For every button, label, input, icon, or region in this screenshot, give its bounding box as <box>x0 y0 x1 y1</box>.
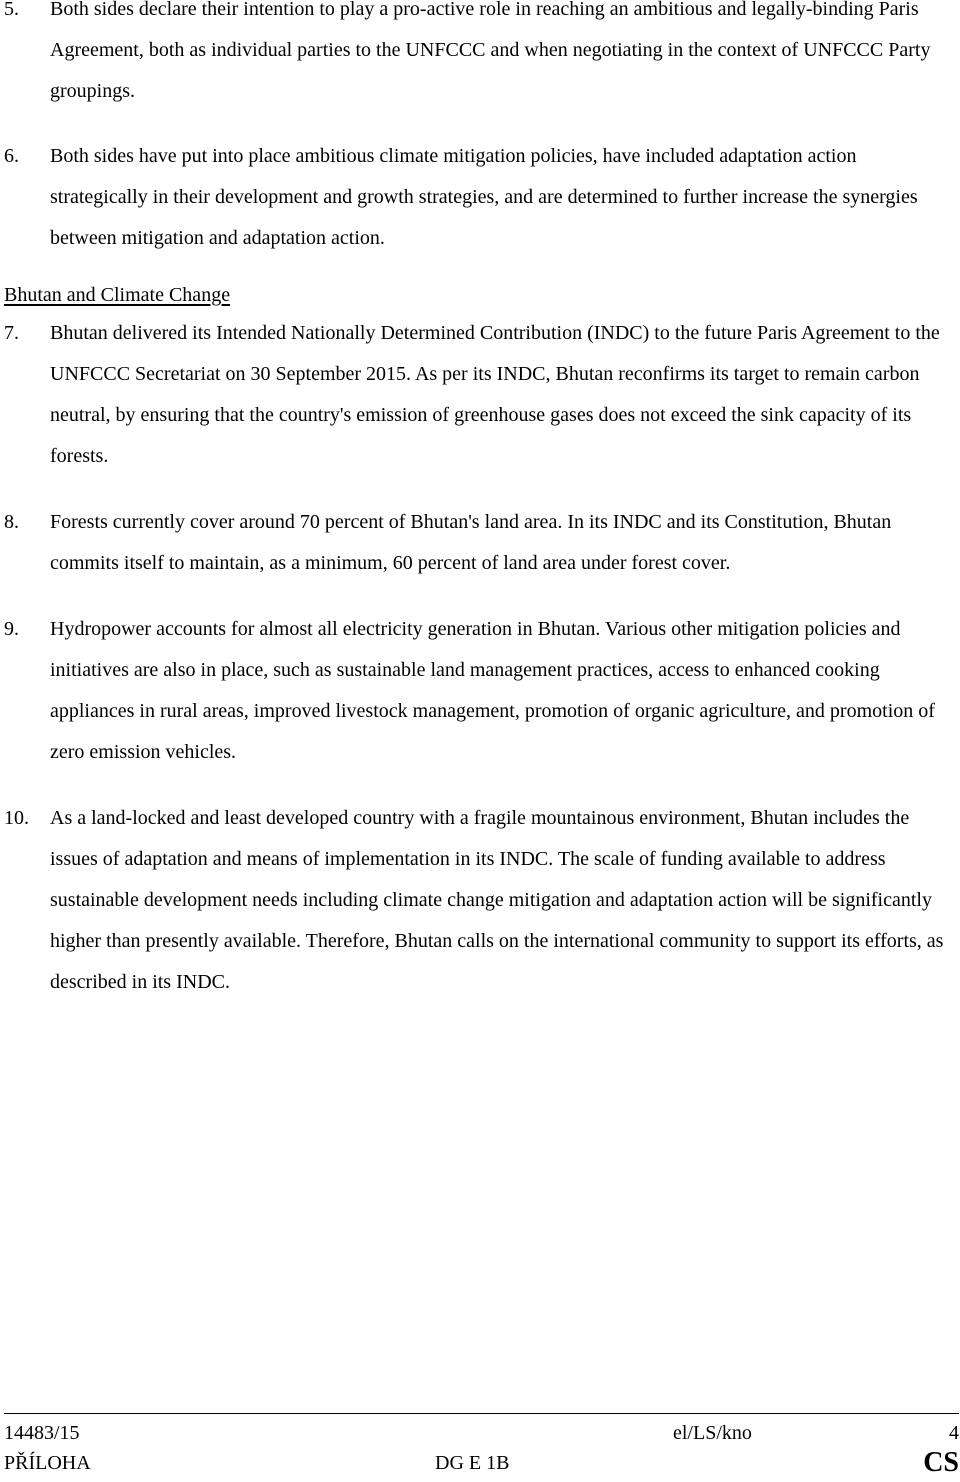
paragraph-8 <box>0 502 960 584</box>
paragraph-text: As a land-locked and least developed country with a fragile mountainous environment, Bhutan includes the issues of adaptation and means of implementation in its INDC. The scale of funding available to address sustainable development needs including climate change mitigation and adaptation action will be significantly higher than presently available. Therefore, Bhutan calls on the international community to support its efforts, as described in its INDC. <box>50 807 944 993</box>
paragraph-text: Hydropower accounts for almost all electricity generation in Bhutan. Various other mitigation policies and initiatives are also in place, such as sustainable land management practices, access to enhanced cooking appliances in rural areas, improved livestock management, promotion of organic agriculture, and promotion of zero emission vehicles. <box>50 618 935 763</box>
paragraph-number: 7. <box>4 322 19 344</box>
paragraph-text: Both sides have put into place ambitious climate mitigation policies, have included adaptation action strategically in their development and growth strategies, and are determined to further increase the synergies between mitigation and adaptation action. <box>50 145 918 249</box>
author-initials: el/LS/kno <box>673 1422 752 1444</box>
paragraph-number: 5. <box>4 0 19 20</box>
document-reference: 14483/15 <box>4 1422 80 1444</box>
paragraph-text: Both sides declare their intention to play a pro-active role in reaching an ambitious and legally-binding Paris Agreement, both as individual parties to the UNFCCC and when negotiating in the context of UNFCCC Party groupings. <box>50 0 931 102</box>
footer-row-top <box>4 1421 959 1445</box>
annex-label: PŘÍLOHA <box>4 1452 91 1474</box>
paragraph-text: Forests currently cover around 70 percent of Bhutan's land area. In its INDC and its Constitution, Bhutan commits itself to maintain, as a minimum, 60 percent of land area under forest cover. <box>50 511 892 574</box>
paragraph-6 <box>0 136 960 259</box>
paragraph-10 <box>0 798 960 1003</box>
footer-divider <box>4 1413 959 1414</box>
paragraph-number: 9. <box>4 618 19 640</box>
paragraph-9 <box>0 609 960 773</box>
paragraph-7 <box>0 313 960 477</box>
section-heading: Bhutan and Climate Change <box>4 284 231 306</box>
paragraph-5 <box>0 0 960 112</box>
footer-row-bottom <box>4 1447 959 1478</box>
paragraph-number: 8. <box>4 511 19 533</box>
language-code: CS <box>923 1447 959 1478</box>
paragraph-text: Bhutan delivered its Intended Nationally Determined Contribution (INDC) to the future Paris Agreement to the UNFCCC Secretariat on 30 September 2015. As per its INDC, Bhutan reconfirms its target to remain carbon neutral, by ensuring that the country's emission of greenhouse gases does not exceed the sink capacity of its forests. <box>50 322 940 467</box>
page-number: 4 <box>949 1422 959 1444</box>
directorate-code: DG E 1B <box>435 1452 510 1474</box>
paragraph-number: 10. <box>4 807 29 829</box>
paragraph-number: 6. <box>4 145 19 167</box>
